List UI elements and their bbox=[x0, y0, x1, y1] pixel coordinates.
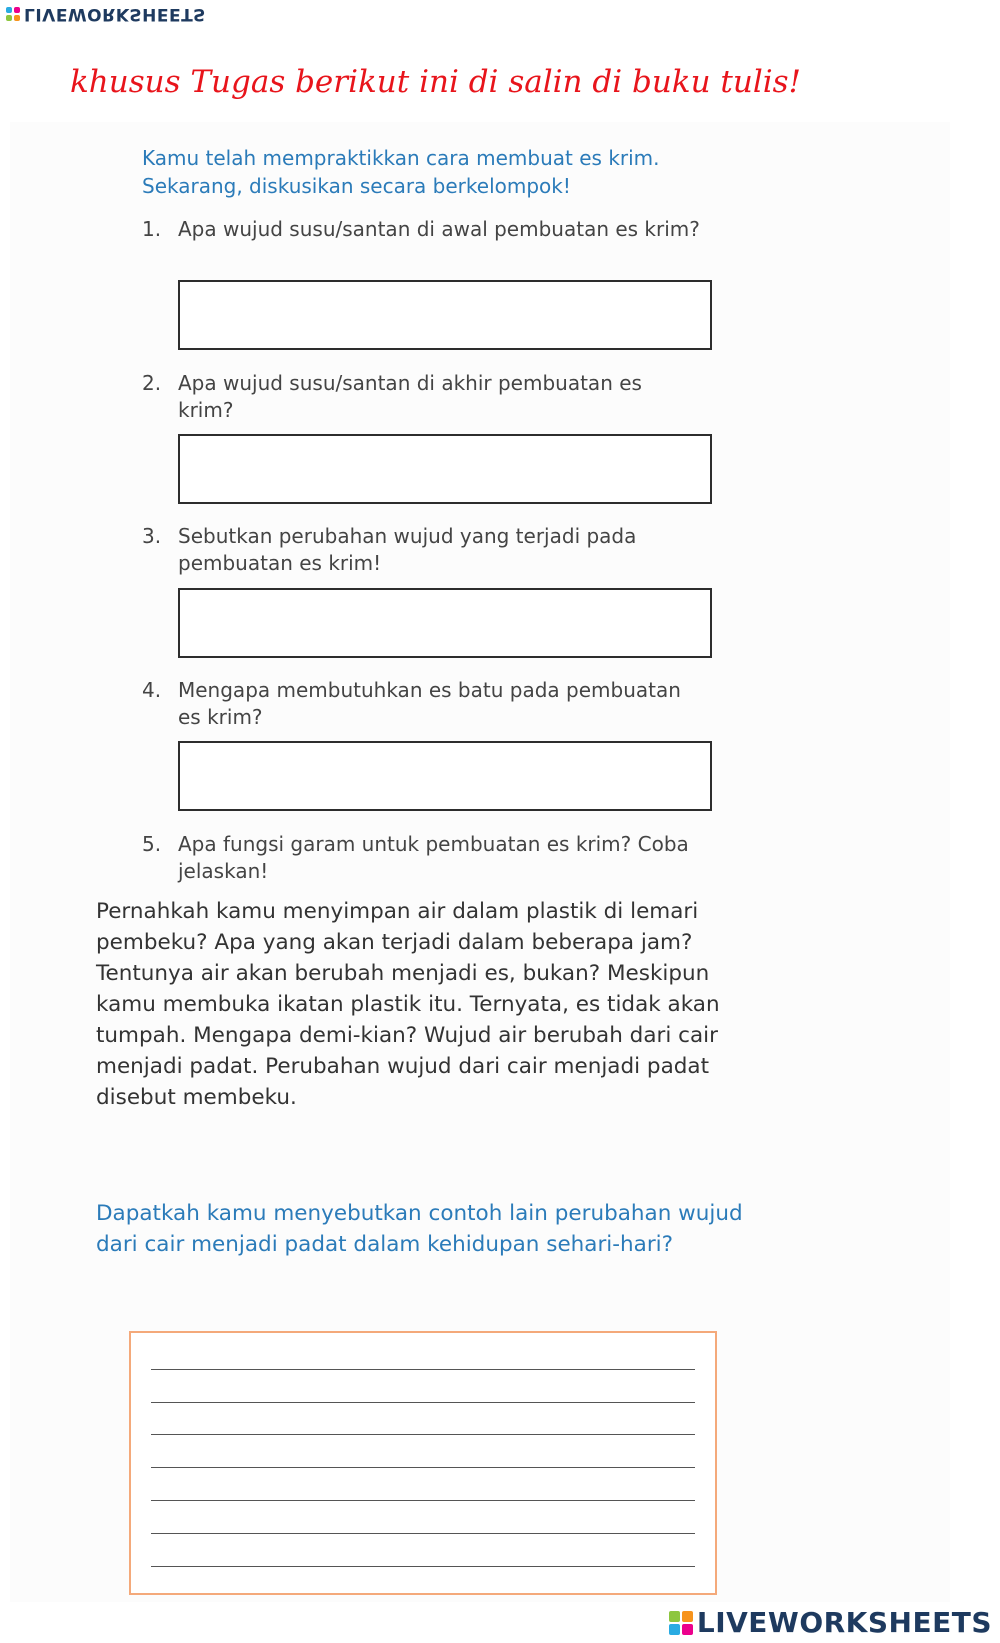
liveworksheets-logo-top bbox=[6, 4, 206, 24]
liveworksheets-mark-icon bbox=[669, 1611, 693, 1635]
writing-box[interactable] bbox=[129, 1331, 717, 1595]
writing-line bbox=[151, 1369, 695, 1370]
question-4 bbox=[142, 677, 702, 731]
logo-top-text: LIVEWORKSHEETS bbox=[24, 4, 206, 24]
reading-paragraph: Pernahkah kamu menyimpan air dalam plastik di lemari pembeku? Apa yang akan terjadi dalam beberapa jam? Tentunya air akan berubah menjadi es, bukan? Meskipun kamu membuka ikatan plastik itu. Ternyata, es tidak akan tumpah. Mengapa demi-kian? Wujud air berubah dari cair menjadi padat. Perubahan wujud dari cair menjadi padat disebut membeku. bbox=[96, 899, 720, 1110]
writing-line bbox=[151, 1467, 695, 1468]
answer-box-3[interactable] bbox=[178, 588, 712, 658]
intro-line-1: Kamu telah mempraktikkan cara membuat es krim. bbox=[142, 146, 660, 170]
writing-line bbox=[151, 1533, 695, 1534]
question-number: 2. bbox=[142, 371, 162, 395]
liveworksheets-logo-bottom bbox=[669, 1606, 992, 1639]
question-3 bbox=[142, 523, 702, 577]
instruction-heading: khusus Tugas berikut ini di salin di buku tulis! bbox=[70, 64, 802, 100]
answer-box-2[interactable] bbox=[178, 434, 712, 504]
question-1 bbox=[142, 216, 702, 243]
question-text: Apa wujud susu/santan di akhir pembuatan es krim? bbox=[178, 371, 642, 422]
question-number: 5. bbox=[142, 832, 162, 856]
intro-line-2: Sekarang, diskusikan secara berkelompok! bbox=[142, 174, 571, 198]
question-text: Apa wujud susu/santan di awal pembuatan es krim? bbox=[178, 217, 700, 241]
writing-line bbox=[151, 1566, 695, 1567]
answer-box-1[interactable] bbox=[178, 280, 712, 350]
answer-box-4[interactable] bbox=[178, 741, 712, 811]
writing-line bbox=[151, 1402, 695, 1403]
question-text: Mengapa membutuhkan es batu pada pembuatan es krim? bbox=[178, 678, 681, 729]
logo-bottom-text: LIVEWORKSHEETS bbox=[696, 1606, 992, 1639]
question-text: Sebutkan perubahan wujud yang terjadi pada pembuatan es krim! bbox=[178, 524, 637, 575]
question-text: Apa fungsi garam untuk pembuatan es krim? Coba jelaskan! bbox=[178, 832, 689, 883]
writing-line bbox=[151, 1500, 695, 1501]
intro-text bbox=[142, 144, 742, 200]
question-number: 4. bbox=[142, 678, 162, 702]
question-number: 1. bbox=[142, 217, 162, 241]
writing-line bbox=[151, 1434, 695, 1435]
question-number: 3. bbox=[142, 524, 162, 548]
liveworksheets-mark-icon bbox=[6, 7, 20, 21]
question-5 bbox=[142, 831, 702, 885]
discussion-prompt: Dapatkah kamu menyebutkan contoh lain perubahan wujud dari cair menjadi padat dalam kehidupan sehari-hari? bbox=[96, 1201, 743, 1257]
question-2 bbox=[142, 370, 702, 424]
